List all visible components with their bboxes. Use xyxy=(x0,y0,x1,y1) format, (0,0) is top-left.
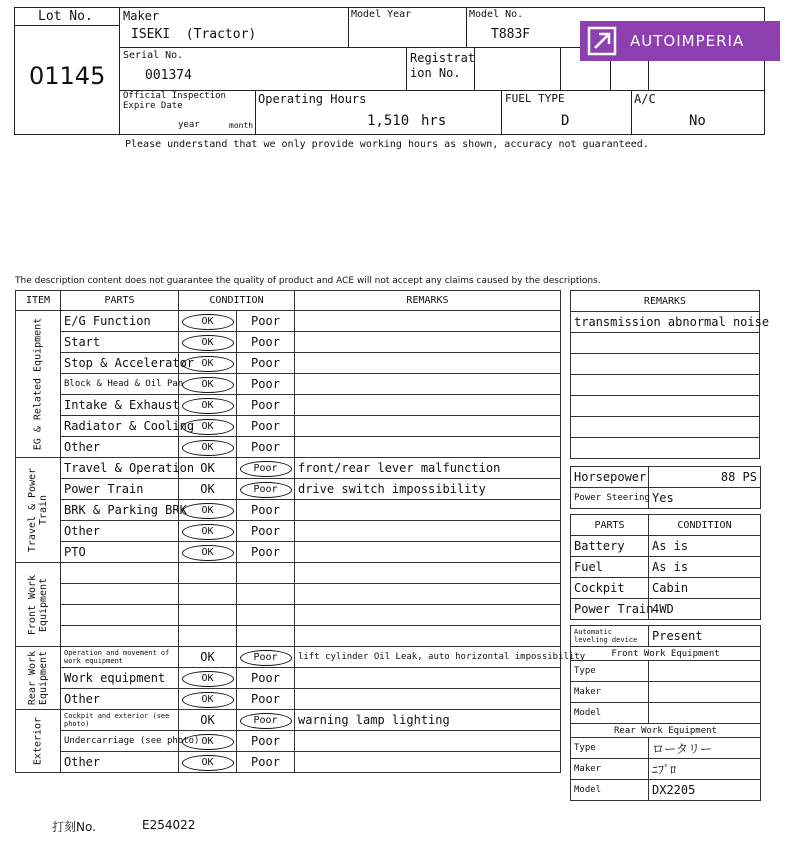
table-row xyxy=(16,521,561,542)
ok-cell xyxy=(179,437,237,458)
ok-mark: OK xyxy=(182,419,234,435)
side-parts-row xyxy=(571,599,761,620)
ok-mark: OK xyxy=(200,482,215,496)
item-group-cell xyxy=(16,311,61,458)
operating-hours-label: Operating Hours xyxy=(258,92,367,106)
part-cell: Radiator & Cooling xyxy=(61,416,179,437)
side-part-condition: As is xyxy=(649,536,761,557)
ok-mark: OK xyxy=(182,503,234,519)
rear-model-value: DX2205 xyxy=(649,780,761,801)
hrs-label: hrs xyxy=(421,113,447,129)
remark-cell xyxy=(295,605,561,626)
remark-cell xyxy=(295,437,561,458)
month-label: month xyxy=(229,121,254,130)
poor-cell xyxy=(237,584,295,605)
table-row xyxy=(16,311,561,332)
rear-maker-value: ﾆﾌﾟﾛ xyxy=(649,759,761,780)
remark-cell xyxy=(295,332,561,353)
power-steering-value: Yes xyxy=(649,488,761,509)
part-cell: Travel & Operation xyxy=(61,458,179,479)
model-no-label: Model No. xyxy=(469,9,524,20)
side-remark-line: transmission abnormal noise xyxy=(571,312,760,333)
poor-cell xyxy=(237,395,295,416)
item-group-label: Exterior xyxy=(32,716,44,766)
ok-cell xyxy=(179,500,237,521)
ok-cell xyxy=(179,416,237,437)
lot-number: 01145 xyxy=(29,62,106,90)
horsepower-value: 88 PS xyxy=(649,467,761,488)
brand-mark-icon xyxy=(586,25,618,57)
table-row xyxy=(16,500,561,521)
table-row xyxy=(16,626,561,647)
poor-mark: Poor xyxy=(251,398,280,412)
table-row xyxy=(16,731,561,752)
poor-cell xyxy=(237,332,295,353)
remark-cell xyxy=(295,752,561,773)
rear-work-header: Rear Work Equipment xyxy=(571,724,761,738)
part-cell: Work equipment xyxy=(61,668,179,689)
side-part-condition: 4WD xyxy=(649,599,761,620)
ok-mark: OK xyxy=(182,440,234,456)
poor-cell xyxy=(237,311,295,332)
poor-cell xyxy=(237,647,295,668)
lot-label: Lot No. xyxy=(38,9,93,24)
model-year-label: Model Year xyxy=(351,9,412,20)
poor-mark: Poor xyxy=(251,440,280,454)
fuel-type-label: FUEL TYPE xyxy=(505,92,565,105)
parts-condition-table xyxy=(570,514,761,620)
side-parts-row xyxy=(571,578,761,599)
table-row xyxy=(16,395,561,416)
part-cell: Undercarriage (see photo) xyxy=(61,731,179,752)
brand-logo xyxy=(580,21,780,61)
ok-cell xyxy=(179,542,237,563)
rear-model-label: Model xyxy=(571,780,649,801)
poor-mark: Poor xyxy=(251,503,280,517)
ok-cell xyxy=(179,752,237,773)
remark-cell xyxy=(295,311,561,332)
remark-cell: warning lamp lighting xyxy=(295,710,561,731)
poor-mark: Poor xyxy=(251,671,280,685)
side-remarks-header: REMARKS xyxy=(571,291,760,312)
remark-cell xyxy=(295,353,561,374)
table-row xyxy=(16,353,561,374)
poor-mark: Poor xyxy=(240,650,292,666)
rear-type-value: ロータリー xyxy=(649,738,761,759)
side-part: Fuel xyxy=(571,557,649,578)
ok-mark: OK xyxy=(182,671,234,687)
ok-cell xyxy=(179,395,237,416)
ok-cell xyxy=(179,626,237,647)
part-cell: Intake & Exhaust xyxy=(61,395,179,416)
remark-cell xyxy=(295,500,561,521)
remark-cell xyxy=(295,563,561,584)
poor-mark: Poor xyxy=(251,755,280,769)
poor-cell xyxy=(237,416,295,437)
rear-type-label: Type xyxy=(571,738,649,759)
table-row xyxy=(16,437,561,458)
part-cell xyxy=(61,584,179,605)
maker-value: ISEKI (Tractor) xyxy=(131,27,257,42)
ok-mark: OK xyxy=(182,755,234,771)
poor-cell xyxy=(237,479,295,500)
remark-cell xyxy=(295,731,561,752)
auto-leveling-value: Present xyxy=(649,626,761,647)
poor-cell xyxy=(237,437,295,458)
poor-mark: Poor xyxy=(251,545,280,559)
front-maker-value xyxy=(649,682,761,703)
table-row xyxy=(16,542,561,563)
poor-cell xyxy=(237,626,295,647)
side-part: Cockpit xyxy=(571,578,649,599)
remark-cell xyxy=(295,521,561,542)
ok-mark: OK xyxy=(182,398,234,414)
front-model-label: Model xyxy=(571,703,649,724)
equipment-table xyxy=(570,625,761,801)
specs-table xyxy=(570,466,761,509)
horsepower-label: Horsepower xyxy=(571,467,649,488)
ok-cell xyxy=(179,605,237,626)
poor-mark: Poor xyxy=(251,335,280,349)
remark-cell xyxy=(295,416,561,437)
front-type-value xyxy=(649,661,761,682)
front-maker-label: Maker xyxy=(571,682,649,703)
ac-label: A/C xyxy=(634,92,656,106)
ok-cell xyxy=(179,332,237,353)
side-remark-line xyxy=(571,375,760,396)
item-group-label: Rear Work Equipment xyxy=(27,650,49,706)
side-remark-line xyxy=(571,396,760,417)
table-row xyxy=(16,689,561,710)
poor-mark: Poor xyxy=(251,356,280,370)
ok-cell xyxy=(179,710,237,731)
poor-mark: Poor xyxy=(251,419,280,433)
fuel-type-value: D xyxy=(561,113,570,129)
poor-cell xyxy=(237,605,295,626)
ok-mark: OK xyxy=(182,692,234,708)
part-cell: E/G Function xyxy=(61,311,179,332)
model-no-value: T883F xyxy=(491,27,531,42)
poor-cell xyxy=(237,668,295,689)
table-row xyxy=(16,752,561,773)
side-parts-header: PARTS xyxy=(571,515,649,536)
remark-cell: drive switch impossibility xyxy=(295,479,561,500)
remark-cell xyxy=(295,374,561,395)
side-part-condition: Cabin xyxy=(649,578,761,599)
part-cell: Block & Head & Oil Pan xyxy=(61,374,179,395)
poor-mark: Poor xyxy=(251,314,280,328)
poor-mark: Poor xyxy=(251,524,280,538)
inspection-label: Official Inspection Expire Date xyxy=(123,91,226,111)
item-group-cell xyxy=(16,647,61,710)
remark-cell: lift cylinder Oil Leak, auto horizontal impossibility xyxy=(295,647,561,668)
side-condition-header: CONDITION xyxy=(649,515,761,536)
remark-cell xyxy=(295,626,561,647)
item-group-cell xyxy=(16,458,61,563)
remark-cell xyxy=(295,668,561,689)
parts-header: PARTS xyxy=(61,291,179,311)
serial-label: Serial No. xyxy=(123,50,184,61)
brand-name: AUTOIMPERIA xyxy=(630,32,745,50)
auto-leveling-label: Automatic leveling device xyxy=(571,626,649,647)
ac-value: No xyxy=(689,113,706,129)
side-part: Power Train xyxy=(571,599,649,620)
table-row xyxy=(16,647,561,668)
table-row xyxy=(16,374,561,395)
ok-mark: OK xyxy=(182,524,234,540)
ok-mark: OK xyxy=(200,650,215,664)
hours-note: Please understand that we only provide working hours as shown, accuracy not guaranteed. xyxy=(125,139,649,150)
table-row xyxy=(16,458,561,479)
table-row xyxy=(16,563,561,584)
ok-mark: OK xyxy=(182,377,234,393)
table-row xyxy=(16,605,561,626)
part-cell: Other xyxy=(61,521,179,542)
poor-cell xyxy=(237,563,295,584)
ok-cell xyxy=(179,689,237,710)
power-steering-label: Power Steering xyxy=(571,488,649,509)
ok-cell xyxy=(179,311,237,332)
ok-mark: OK xyxy=(200,461,215,475)
remark-cell xyxy=(295,395,561,416)
poor-cell xyxy=(237,374,295,395)
item-group-label: Travel & Power Train xyxy=(27,467,49,553)
registration-label: Registrat ion No. xyxy=(410,51,476,80)
front-type-label: Type xyxy=(571,661,649,682)
poor-cell xyxy=(237,689,295,710)
front-work-header: Front Work Equipment xyxy=(571,647,761,661)
part-cell: Cockpit and exterior (see photo) xyxy=(61,710,179,731)
stamp-label: 打刻No. xyxy=(52,820,96,834)
part-cell: PTO xyxy=(61,542,179,563)
ok-mark: OK xyxy=(182,335,234,351)
poor-cell xyxy=(237,500,295,521)
poor-mark: Poor xyxy=(251,734,280,748)
table-row xyxy=(16,710,561,731)
stamp-value: E254022 xyxy=(142,818,196,832)
rear-maker-label: Maker xyxy=(571,759,649,780)
ok-cell xyxy=(179,647,237,668)
poor-cell xyxy=(237,521,295,542)
item-header: ITEM xyxy=(16,291,61,311)
part-cell: BRK & Parking BRK xyxy=(61,500,179,521)
poor-cell xyxy=(237,710,295,731)
maker-label: Maker xyxy=(123,9,160,23)
poor-cell xyxy=(237,458,295,479)
part-cell: Other xyxy=(61,752,179,773)
poor-mark: Poor xyxy=(251,692,280,706)
disclaimer: The description content does not guarantee the quality of product and ACE will not accept any claims caused by the descriptions. xyxy=(15,276,601,286)
part-cell xyxy=(61,605,179,626)
ok-cell xyxy=(179,731,237,752)
side-remark-line xyxy=(571,438,760,459)
side-part: Battery xyxy=(571,536,649,557)
ok-cell xyxy=(179,668,237,689)
front-model-value xyxy=(649,703,761,724)
item-group-cell xyxy=(16,563,61,647)
item-group-label: EG & Related Equipment xyxy=(32,317,44,451)
side-parts-row xyxy=(571,557,761,578)
side-remark-line xyxy=(571,354,760,375)
part-cell: Operation and movement of work equipment xyxy=(61,647,179,668)
poor-mark: Poor xyxy=(240,482,292,498)
ok-cell xyxy=(179,521,237,542)
ok-mark: OK xyxy=(200,713,215,727)
poor-cell xyxy=(237,542,295,563)
condition-header: CONDITION xyxy=(179,291,295,311)
remark-cell xyxy=(295,542,561,563)
table-row xyxy=(16,668,561,689)
ok-cell xyxy=(179,374,237,395)
ok-cell xyxy=(179,563,237,584)
side-remarks-table xyxy=(570,290,770,459)
poor-cell xyxy=(237,353,295,374)
part-cell: Power Train xyxy=(61,479,179,500)
ok-mark: OK xyxy=(182,314,234,330)
part-cell xyxy=(61,626,179,647)
side-part-condition: As is xyxy=(649,557,761,578)
item-group-cell xyxy=(16,710,61,773)
item-group-label: Front Work Equipment xyxy=(27,574,49,635)
remark-cell: front/rear lever malfunction xyxy=(295,458,561,479)
poor-cell xyxy=(237,752,295,773)
side-parts-row xyxy=(571,536,761,557)
ok-mark: OK xyxy=(182,356,234,372)
remark-cell xyxy=(295,584,561,605)
poor-mark: Poor xyxy=(240,461,292,477)
part-cell xyxy=(61,563,179,584)
part-cell: Other xyxy=(61,437,179,458)
operating-hours-value: 1,510 xyxy=(367,113,410,129)
ok-cell xyxy=(179,584,237,605)
ok-cell xyxy=(179,353,237,374)
table-row xyxy=(16,584,561,605)
poor-mark: Poor xyxy=(240,713,292,729)
part-cell: Start xyxy=(61,332,179,353)
ok-cell xyxy=(179,479,237,500)
part-cell: Stop & Accelerator xyxy=(61,353,179,374)
remark-cell xyxy=(295,689,561,710)
table-row xyxy=(16,416,561,437)
poor-mark: Poor xyxy=(251,377,280,391)
ok-mark: OK xyxy=(182,734,234,750)
serial-value: 001374 xyxy=(145,68,192,83)
table-row xyxy=(16,332,561,353)
side-remark-line xyxy=(571,417,760,438)
year-label: year xyxy=(178,120,200,130)
remarks-header: REMARKS xyxy=(295,291,561,311)
ok-mark: OK xyxy=(182,545,234,561)
table-row xyxy=(16,479,561,500)
side-remark-line xyxy=(571,333,760,354)
poor-cell xyxy=(237,731,295,752)
part-cell: Other xyxy=(61,689,179,710)
